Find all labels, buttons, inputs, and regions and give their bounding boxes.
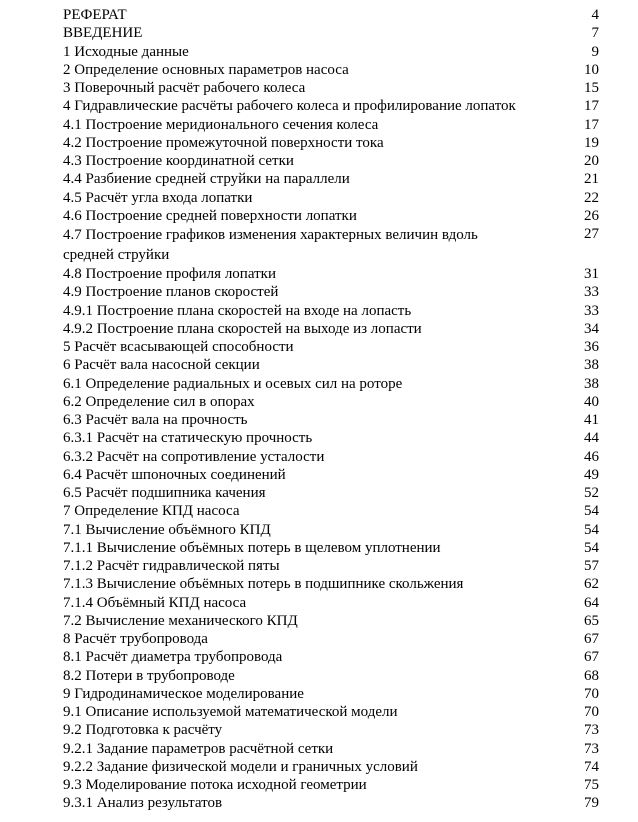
- toc-entry[interactable]: [63, 648, 599, 666]
- toc-entry-page: 54: [584, 521, 599, 538]
- toc-entry[interactable]: [63, 557, 599, 575]
- toc-entry-title: 7.1.4 Объёмный КПД насоса: [63, 594, 247, 611]
- toc-entry-page: 36: [584, 339, 599, 355]
- toc-entry-title: 6.4 Расчёт шпоночных соединений: [63, 466, 286, 483]
- toc-entry-title: 9.2.2 Задание физической модели и граничных условий: [63, 758, 418, 775]
- toc-entry[interactable]: [63, 320, 599, 338]
- toc-entry-title: 8.2 Потери в трубопроводе: [63, 667, 235, 684]
- toc-entry-title: 6.3.1 Расчёт на статическую прочность: [63, 430, 313, 447]
- toc-entry[interactable]: [63, 484, 599, 502]
- toc-entry[interactable]: [63, 338, 599, 356]
- toc-entry-title: 7.1 Вычисление объёмного КПД: [63, 521, 271, 538]
- toc-entry[interactable]: [63, 630, 599, 648]
- toc-entry-title: 9.3 Моделирование потока исходной геометрии: [63, 777, 367, 793]
- toc-entry[interactable]: [63, 758, 599, 776]
- toc-entry[interactable]: [63, 685, 599, 703]
- toc-entry-title: 4.5 Расчёт угла входа лопатки: [63, 189, 253, 206]
- toc-entry-page: 38: [584, 357, 599, 374]
- toc-entry[interactable]: [63, 207, 599, 225]
- toc-entry-page: 44: [584, 430, 599, 447]
- toc-entry-title: 6.2 Определение сил в опорах: [63, 393, 255, 410]
- toc-entry-page: 70: [584, 704, 599, 720]
- toc-entry-title: 4.9 Построение планов скоростей: [63, 284, 279, 301]
- toc-entry[interactable]: [63, 411, 599, 429]
- toc-entry-page: 67: [584, 631, 599, 647]
- toc-entry-page: 54: [584, 503, 599, 520]
- toc-entry[interactable]: [63, 721, 599, 739]
- toc-entry-page: 73: [584, 722, 599, 739]
- toc-entry[interactable]: [63, 612, 599, 630]
- toc-entry-page: 52: [584, 485, 599, 501]
- toc-entry[interactable]: [63, 97, 599, 115]
- toc-entry[interactable]: [63, 466, 599, 484]
- toc-entry-page: 27: [584, 226, 599, 242]
- toc-entry-title: 4.9.1 Построение плана скоростей на входе на лопасть: [63, 302, 412, 319]
- toc-entry-page: 38: [584, 375, 599, 392]
- toc-entry[interactable]: [63, 170, 599, 188]
- toc-entry-page: 9: [591, 43, 599, 60]
- toc-entry-title: 6.3.2 Расчёт на сопротивление усталости: [63, 448, 325, 465]
- toc-entry-page: 33: [584, 302, 599, 319]
- toc-entry-title: 4.2 Построение промежуточной поверхности тока: [63, 134, 384, 151]
- toc-entry-title: 9 Гидродинамическое моделирование: [63, 685, 304, 702]
- toc-entry-title: 6.1 Определение радиальных и осевых сил на роторе: [63, 375, 403, 392]
- toc-entry[interactable]: [63, 189, 599, 207]
- toc-entry-page: 31: [584, 266, 599, 282]
- toc-entry-title: 8.1 Расчёт диаметра трубопровода: [63, 649, 283, 666]
- toc-entry[interactable]: [63, 594, 599, 612]
- toc-entry-page: 40: [584, 393, 599, 410]
- toc-entry[interactable]: [63, 539, 599, 557]
- toc-entry-title: 7.1.1 Вычисление объёмных потерь в щелевом уплотнении: [63, 539, 441, 556]
- toc-entry-page: 33: [584, 284, 599, 301]
- toc-entry-page: 65: [584, 612, 599, 629]
- toc-entry-page: 17: [584, 98, 599, 115]
- toc-entry-title: 9.1 Описание используемой математической модели: [63, 704, 398, 720]
- toc-entry-abstract[interactable]: [63, 6, 599, 24]
- toc-entry[interactable]: [63, 283, 599, 301]
- toc-entry[interactable]: [63, 429, 599, 447]
- toc-entry-introduction[interactable]: [63, 24, 599, 42]
- toc-entry-title: 7.1.2 Расчёт гидравлической пяты: [63, 558, 280, 574]
- toc-entry-page: 4: [591, 7, 599, 23]
- toc-entry[interactable]: [63, 116, 599, 134]
- toc-entry-title: 4.1 Построение меридионального сечения колеса: [63, 116, 379, 133]
- toc-entry-page: 70: [584, 685, 599, 702]
- toc-entry[interactable]: [63, 776, 599, 794]
- toc-entry-page: 75: [584, 777, 599, 793]
- toc-entry[interactable]: [63, 375, 599, 393]
- toc-entry-page: 54: [584, 539, 599, 556]
- toc-entry-title: 4.9.2 Построение плана скоростей на выходе из лопасти: [63, 320, 422, 337]
- toc-entry-title: ВВЕДЕНИЕ: [63, 25, 143, 42]
- toc-entry-page: 79: [584, 795, 599, 812]
- toc-entry-title: РЕФЕРАТ: [63, 7, 127, 23]
- toc-entry-page: 22: [584, 189, 599, 206]
- toc-entry-page: 67: [584, 649, 599, 666]
- toc-entry[interactable]: [63, 575, 599, 593]
- toc-entry-page: 57: [584, 558, 599, 574]
- toc-entry[interactable]: [63, 502, 599, 520]
- toc-entry[interactable]: [63, 448, 599, 466]
- toc-entry[interactable]: [63, 134, 599, 152]
- toc-entry-title: 6 Расчёт вала насосной секции: [63, 357, 260, 374]
- toc-entry-title: 8 Расчёт трубопровода: [63, 631, 208, 647]
- toc-entry-page: 17: [584, 116, 599, 133]
- toc-entry-title: 5 Расчёт всасывающей способности: [63, 339, 294, 355]
- toc-entry[interactable]: [63, 265, 599, 283]
- toc-entry[interactable]: [63, 356, 599, 374]
- toc-entry-page: 26: [584, 207, 599, 224]
- toc-entry-page: 19: [584, 134, 599, 151]
- toc-entry-title: 4 Гидравлические расчёты рабочего колеса и профилирование лопаток: [63, 98, 516, 115]
- toc-entry-page: 34: [584, 320, 599, 337]
- toc-entry-title: 9.2 Подготовка к расчёту: [63, 722, 223, 739]
- toc-entry[interactable]: [63, 152, 599, 170]
- toc-entry-title: 7.2 Вычисление механического КПД: [63, 612, 298, 629]
- toc-entry-page: 15: [584, 80, 599, 96]
- toc-entry-title: 3 Поверочный расчёт рабочего колеса: [63, 80, 306, 96]
- toc-entry-page: 74: [584, 758, 599, 775]
- toc-entry[interactable]: [63, 79, 599, 97]
- toc-entry-title: 4.4 Разбиение средней струйки на параллели: [63, 171, 350, 188]
- toc-entry-page: 73: [584, 740, 599, 757]
- toc-entry[interactable]: [63, 225, 599, 265]
- toc-entry-title: 9.2.1 Задание параметров расчётной сетки: [63, 740, 334, 757]
- toc-entry-page: 64: [584, 594, 599, 611]
- toc-entry-page: 21: [584, 171, 599, 188]
- toc-entry-title: 9.3.1 Анализ результатов: [63, 795, 223, 812]
- toc-entry-title: 6.5 Расчёт подшипника качения: [63, 485, 266, 501]
- toc-entry-title: 4.3 Построение координатной сетки: [63, 153, 294, 169]
- toc-entry-page: 20: [584, 153, 599, 169]
- toc-entry-page: 41: [584, 412, 599, 428]
- toc-entry-page: 62: [584, 576, 599, 593]
- toc-entry-page: 10: [584, 61, 599, 78]
- toc-entry-title: 1 Исходные данные: [63, 43, 189, 60]
- toc-entry-page: 49: [584, 466, 599, 483]
- toc-entry-page: 7: [591, 25, 599, 42]
- toc-entry[interactable]: [63, 521, 599, 539]
- toc-entry-title: 4.6 Построение средней поверхности лопатки: [63, 207, 357, 224]
- toc-entry[interactable]: [63, 794, 599, 812]
- table-of-contents: [63, 6, 599, 813]
- toc-entry-title: 4.8 Построение профиля лопатки: [63, 266, 276, 282]
- toc-entry[interactable]: [63, 302, 599, 320]
- toc-entry-title: 7.1.3 Вычисление объёмных потерь в подшипнике скольжения: [63, 576, 464, 593]
- toc-entry[interactable]: [63, 61, 599, 79]
- toc-entry-title: 7 Определение КПД насоса: [63, 503, 240, 520]
- toc-entry[interactable]: [63, 740, 599, 758]
- toc-entry-page: 46: [584, 448, 599, 465]
- toc-entry[interactable]: [63, 393, 599, 411]
- toc-entry-title: 4.7 Построение графиков изменения характерных величин вдоль средней струйки: [63, 227, 478, 263]
- toc-entry-title: 6.3 Расчёт вала на прочность: [63, 412, 248, 428]
- toc-entry[interactable]: [63, 703, 599, 721]
- toc-entry-page: 68: [584, 667, 599, 684]
- toc-entry-title: 2 Определение основных параметров насоса: [63, 61, 349, 78]
- toc-entry[interactable]: [63, 43, 599, 61]
- toc-entry[interactable]: [63, 667, 599, 685]
